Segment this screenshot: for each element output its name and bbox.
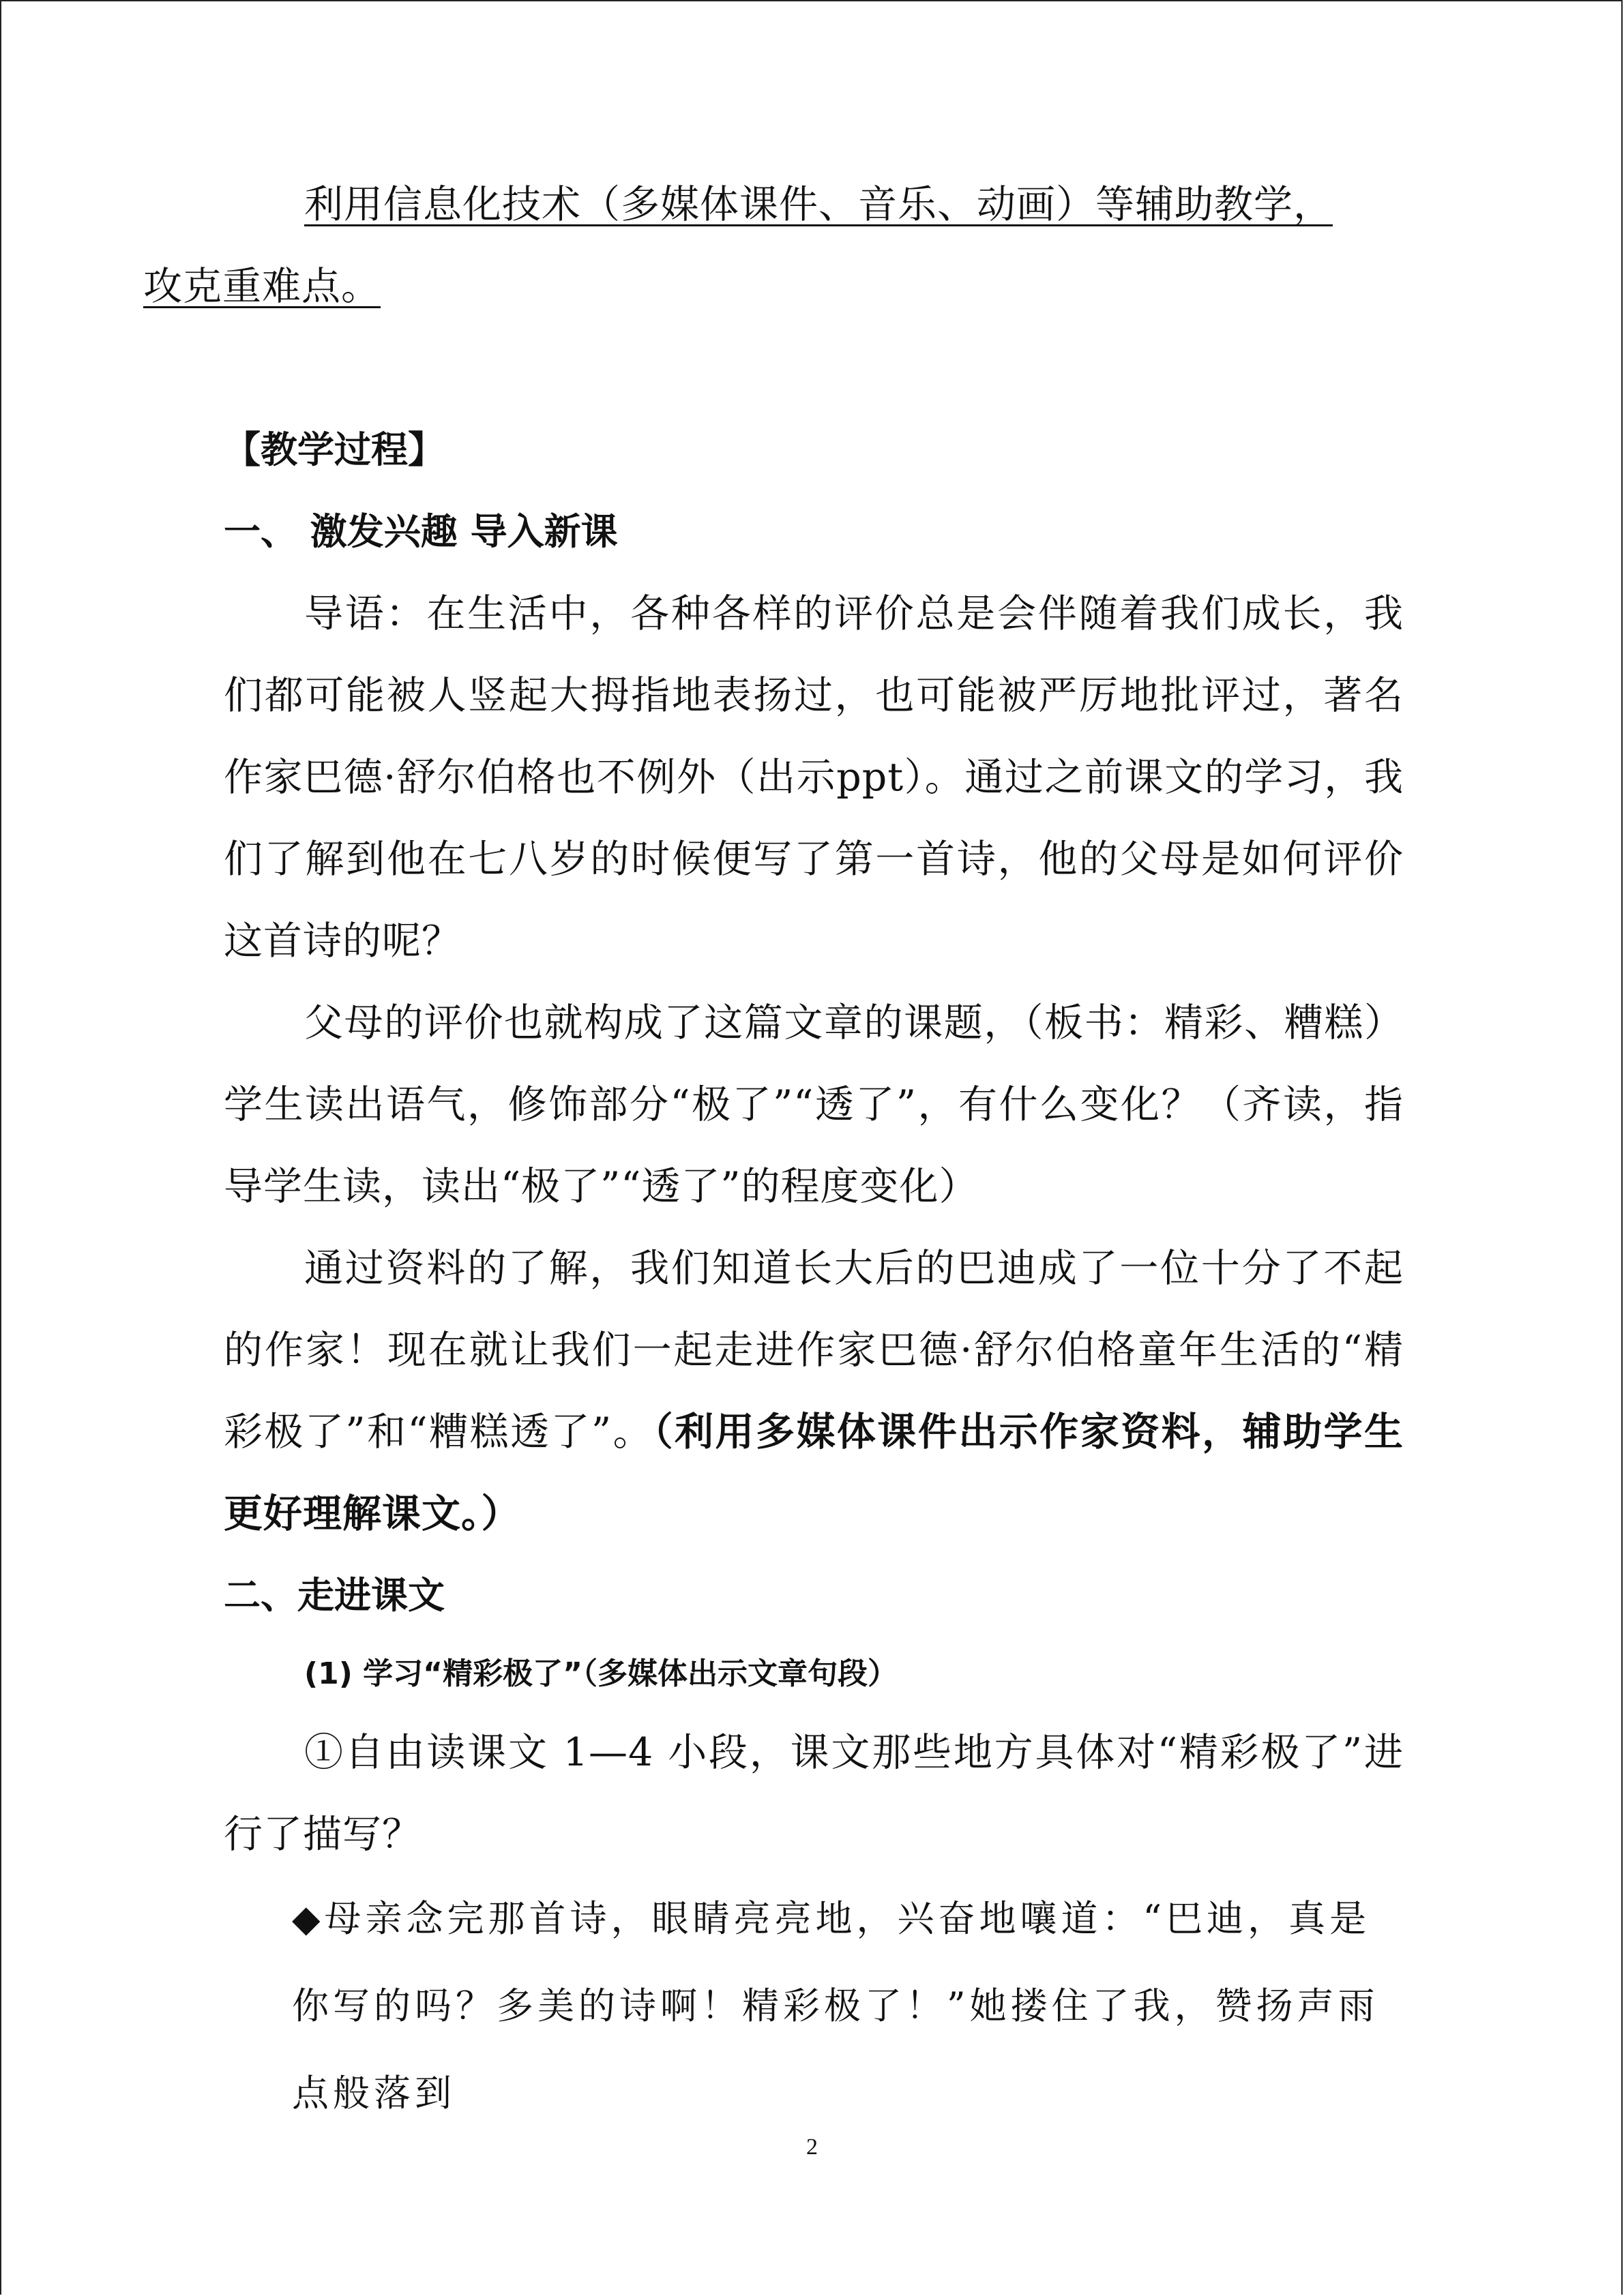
document-body [143, 164, 1404, 2137]
part1-paragraph-3-note: （利用多媒体课件出示作家资料，辅助学生更好理解课文。） [224, 1410, 1404, 1536]
part2-heading: 二、走进课文 [224, 1574, 445, 1617]
section-title: 【教学过程】 [224, 428, 445, 471]
intro-paragraph [143, 164, 1404, 327]
part1-paragraph-3 [224, 1227, 1404, 1555]
part1-paragraph-1: 导语：在生活中，各种各样的评价总是会伴随着我们成长，我们都可能被人竖起大拇指地表扬过，也可能被严厉地批评过，著名作家巴德·舒尔伯格也不例外（出示ppt）。通过之前课文的学习，我们了解到他在七八岁的时候便写了第一首诗，他的父母是如何评价这首诗的呢？ [224, 591, 1404, 964]
part1-paragraph-2: 父母的评价也就构成了这篇文章的课题，（板书：精彩、糟糕）学生读出语气，修饰部分“极了”“透了”，有什么变化？（齐读，指导学生读，读出“极了”“透了”的程度变化） [224, 1000, 1404, 1209]
part1-paragraph-3-text: 通过资料的了解，我们知道长大后的巴迪成了一位十分了不起的作家！现在就让我们一起走进作家巴德·舒尔伯格童年生活的“精彩极了”和“糟糕透了”。 [224, 1246, 1404, 1455]
part2-paragraph-1: ①自由读课文 1—4 小段，课文那些地方具体对“精彩极了”进行了描写？ [224, 1730, 1404, 1857]
intro-line-1: 利用信息化技术（多媒体课件、音乐、动画）等辅助教学， [304, 182, 1333, 227]
part2-subheading: (1) 学习“精彩极了”（多媒体出示文章句段） [304, 1656, 898, 1691]
part2-quote: ◆母亲念完那首诗，眼睛亮亮地，兴奋地嚷道：“巴迪，真是你写的吗？多美的诗啊！精彩极了！”她搂住了我，赞扬声雨点般落到 [292, 1897, 1379, 2115]
intro-line-2: 攻克重难点。 [143, 264, 381, 309]
page-number: 2 [806, 2134, 818, 2160]
spacer [224, 327, 1404, 409]
part1-heading: 一、 激发兴趣 导入新课 [224, 510, 618, 553]
